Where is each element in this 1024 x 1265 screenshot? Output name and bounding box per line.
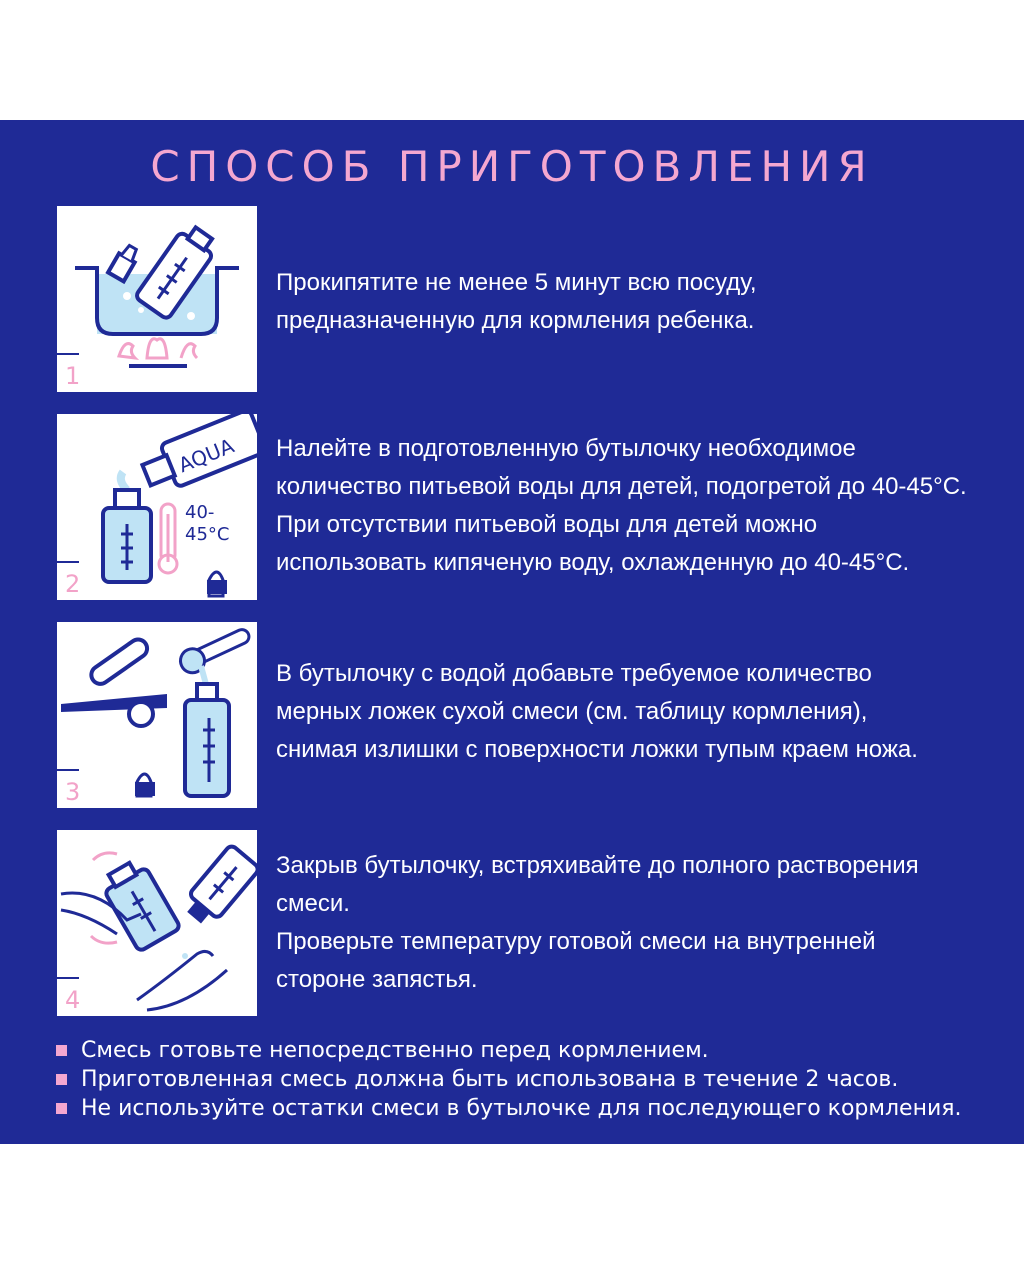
note-text: Не используйте остатки смеси в бутылочке для последующего кормления. (81, 1096, 962, 1121)
step-1-line: предназначенную для кормления ребенка. (276, 307, 755, 334)
aqua-label: AQUA (175, 433, 238, 478)
step-number-rule (57, 977, 79, 979)
step-number: 2 (65, 570, 81, 598)
shake-and-test-icon (57, 830, 257, 1016)
step-2-text (276, 430, 996, 582)
bullet-square-icon (56, 1074, 67, 1085)
step-3-text (276, 655, 996, 769)
step-4-line: Проверьте температуру готовой смеси на внутренней (276, 928, 876, 955)
step-number-rule (57, 353, 79, 355)
step-number: 3 (65, 778, 81, 806)
page-title: СПОСОБ ПРИГОТОВЛЕНИЯ (150, 142, 874, 191)
step-2-line: При отсутствии питьевой воды для детей можно (276, 511, 818, 538)
step-number-rule (57, 769, 79, 771)
step-4-line: стороне запястья. (276, 966, 478, 993)
step-2-illustration (57, 414, 257, 600)
step-3-line: снимая излишки с поверхности ложки тупым краем ножа. (276, 736, 918, 763)
bullet-square-icon (56, 1103, 67, 1114)
thermometer-label: 40- (185, 502, 215, 523)
step-1-text (276, 264, 996, 340)
step-number: 4 (65, 986, 81, 1014)
boiling-pot-icon (57, 206, 257, 392)
thermometer-label: 45°C (185, 524, 230, 545)
step-4-text (276, 847, 996, 999)
notes-list (56, 1036, 962, 1123)
measuring-spoon-icon (57, 622, 257, 808)
pour-water-icon (57, 414, 257, 600)
note-item (56, 1036, 962, 1065)
note-text: Смесь готовьте непосредственно перед кормлением. (81, 1038, 709, 1063)
step-2-line: Налейте в подготовленную бутылочку необходимое (276, 435, 856, 462)
step-2-line: использовать кипяченую воду, охлажденную до 40-45°С. (276, 549, 910, 576)
step-number: 1 (65, 362, 81, 390)
step-3-line: В бутылочку с водой добавьте требуемое количество (276, 660, 872, 687)
step-4-illustration (57, 830, 257, 1016)
note-item (56, 1065, 962, 1094)
note-text: Приготовленная смесь должна быть использована в течение 2 часов. (81, 1067, 899, 1092)
step-3-illustration (57, 622, 257, 808)
step-number-rule (57, 561, 79, 563)
step-3-line: мерных ложек сухой смеси (см. таблицу кормления), (276, 698, 868, 725)
bullet-square-icon (56, 1045, 67, 1056)
note-item (56, 1094, 962, 1123)
step-4-line: смеси. (276, 890, 350, 917)
step-4-line: Закрыв бутылочку, встряхивайте до полного растворения (276, 852, 919, 879)
step-1-illustration (57, 206, 257, 392)
step-1-line: Прокипятите не менее 5 минут всю посуду, (276, 269, 757, 296)
step-2-line: количество питьевой воды для детей, подогретой до 40-45°С. (276, 473, 967, 500)
